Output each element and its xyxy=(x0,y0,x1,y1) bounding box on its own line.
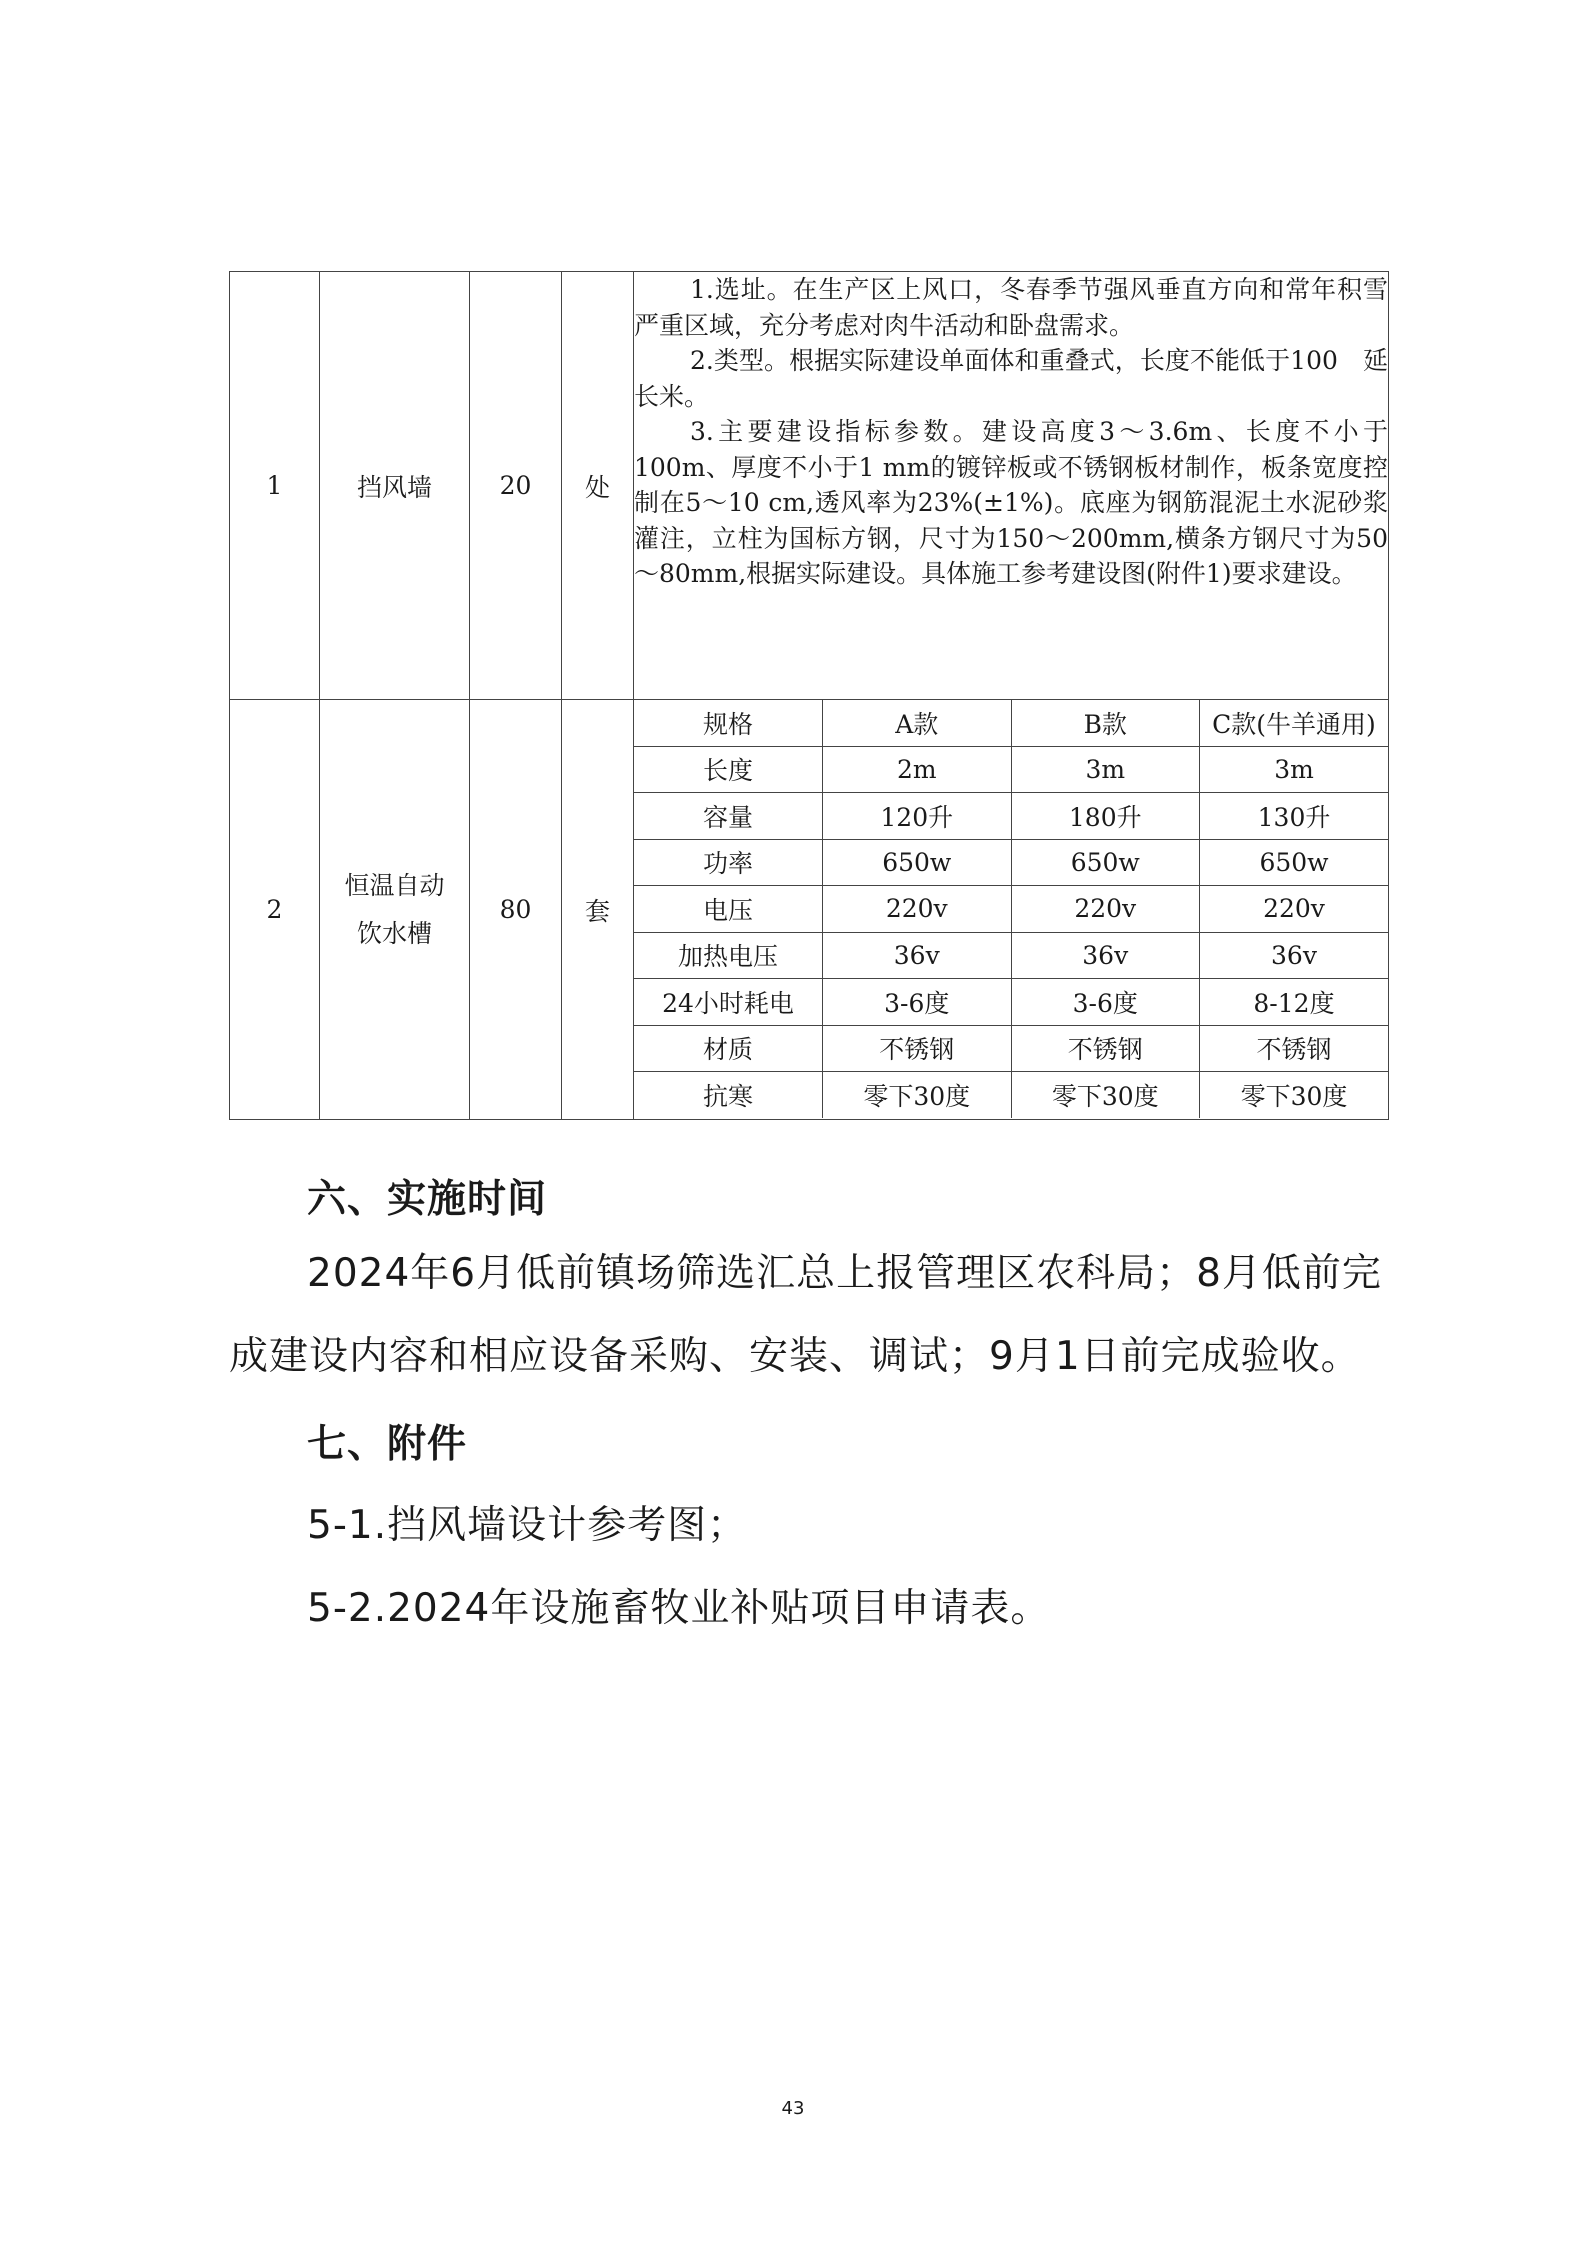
schedule-paragraph: 2024年6月低前镇场筛选汇总上报管理区农科局；8月低前完成建设内容和相应设备采购、安装、调试；9月1日前完成验收。 xyxy=(229,1251,1382,1379)
spec-value: 650w xyxy=(823,839,1012,886)
spec-value: 不锈钢 xyxy=(1200,1025,1389,1072)
spec-row xyxy=(634,932,1388,979)
spec-value: 零下30度 xyxy=(1200,1072,1389,1118)
requirement-parameters: 3.主要建设指标参数。建设高度3～3.6m、长度不小于100m、厚度不小于1 mm的镀锌板或不锈钢板材制作，板条宽度控制在5～10 cm,透风率为23%(±1%)。底座为钢筋混泥土水泥砂浆灌注，立柱为国标方钢，尺寸为150～200mm,横条方钢尺寸为50～80mm,根据实际建设。具体施工参考建设图(附件1)要求建设。 xyxy=(634,417,1388,588)
spec-value: 220v xyxy=(823,886,1012,933)
row-number: 1 xyxy=(230,272,320,700)
spec-value: 36v xyxy=(1011,932,1200,979)
spec-label: 加热电压 xyxy=(634,932,823,979)
spec-value: 零下30度 xyxy=(1011,1072,1200,1118)
spec-value: 3-6度 xyxy=(1011,979,1200,1026)
spec-value: 36v xyxy=(1200,932,1389,979)
spec-value: A款 xyxy=(823,700,1012,746)
item-unit: 处 xyxy=(562,272,634,700)
spec-value: 8-12度 xyxy=(1200,979,1389,1026)
spec-value: 220v xyxy=(1011,886,1200,933)
spec-value: C款(牛羊通用) xyxy=(1200,700,1389,746)
table-row xyxy=(230,700,1389,1120)
spec-label: 容量 xyxy=(634,793,823,840)
spec-value: 3m xyxy=(1011,746,1200,793)
page-number: 43 xyxy=(781,2098,805,2119)
spec-label: 电压 xyxy=(634,886,823,933)
spec-label: 长度 xyxy=(634,746,823,793)
spec-value: 180升 xyxy=(1011,793,1200,840)
attachment-item: 5-1.挡风墙设计参考图； xyxy=(307,1503,748,1548)
spec-row xyxy=(634,1072,1388,1118)
spec-value: 3m xyxy=(1200,746,1389,793)
spec-label: 抗寒 xyxy=(634,1072,823,1118)
spec-value: 650w xyxy=(1200,839,1389,886)
attachment-item: 5-2.2024年设施畜牧业补贴项目申请表。 xyxy=(307,1586,1051,1631)
spec-row xyxy=(634,839,1388,886)
spec-value: 不锈钢 xyxy=(1011,1025,1200,1072)
section-heading-schedule: 六、实施时间 xyxy=(307,1177,548,1222)
item-name-line: 恒温自动 xyxy=(344,870,445,900)
table-row xyxy=(230,272,1389,700)
spec-row xyxy=(634,1025,1388,1072)
item-name-line: 饮水槽 xyxy=(356,918,432,948)
spec-value: 不锈钢 xyxy=(823,1025,1012,1072)
row-number: 2 xyxy=(230,700,320,1120)
spec-label: 材质 xyxy=(634,1025,823,1072)
item-unit: 套 xyxy=(562,700,634,1120)
spec-value: 零下30度 xyxy=(823,1072,1012,1118)
spec-row xyxy=(634,746,1388,793)
spec-label: 24小时耗电 xyxy=(634,979,823,1026)
item-name xyxy=(320,700,470,1120)
spec-value: 220v xyxy=(1200,886,1389,933)
spec-value: B款 xyxy=(1011,700,1200,746)
subsidy-items-table xyxy=(229,271,1389,1120)
spec-row xyxy=(634,979,1388,1026)
section-heading-attachments: 七、附件 xyxy=(307,1422,468,1467)
spec-row xyxy=(634,886,1388,933)
requirement-site: 1.选址。在生产区上风口，冬春季节强风垂直方向和常年积雪严重区域，充分考虑对肉牛活动和卧盘需求。 xyxy=(634,275,1388,340)
spec-table xyxy=(634,700,1388,1118)
spec-value: 2m xyxy=(823,746,1012,793)
construction-requirements xyxy=(634,272,1389,700)
spec-row xyxy=(634,793,1388,840)
spec-value: 120升 xyxy=(823,793,1012,840)
spec-value: 130升 xyxy=(1200,793,1389,840)
item-quantity: 80 xyxy=(470,700,562,1120)
item-name: 挡风墙 xyxy=(320,272,470,700)
spec-label: 规格 xyxy=(634,700,823,746)
item-quantity: 20 xyxy=(470,272,562,700)
spec-label: 功率 xyxy=(634,839,823,886)
spec-value: 36v xyxy=(823,932,1012,979)
spec-value: 650w xyxy=(1011,839,1200,886)
requirement-type: 2.类型。根据实际建设单面体和重叠式，长度不能低于100 延长米。 xyxy=(634,346,1388,411)
spec-row xyxy=(634,700,1388,746)
spec-cell xyxy=(634,700,1389,1120)
spec-value: 3-6度 xyxy=(823,979,1012,1026)
